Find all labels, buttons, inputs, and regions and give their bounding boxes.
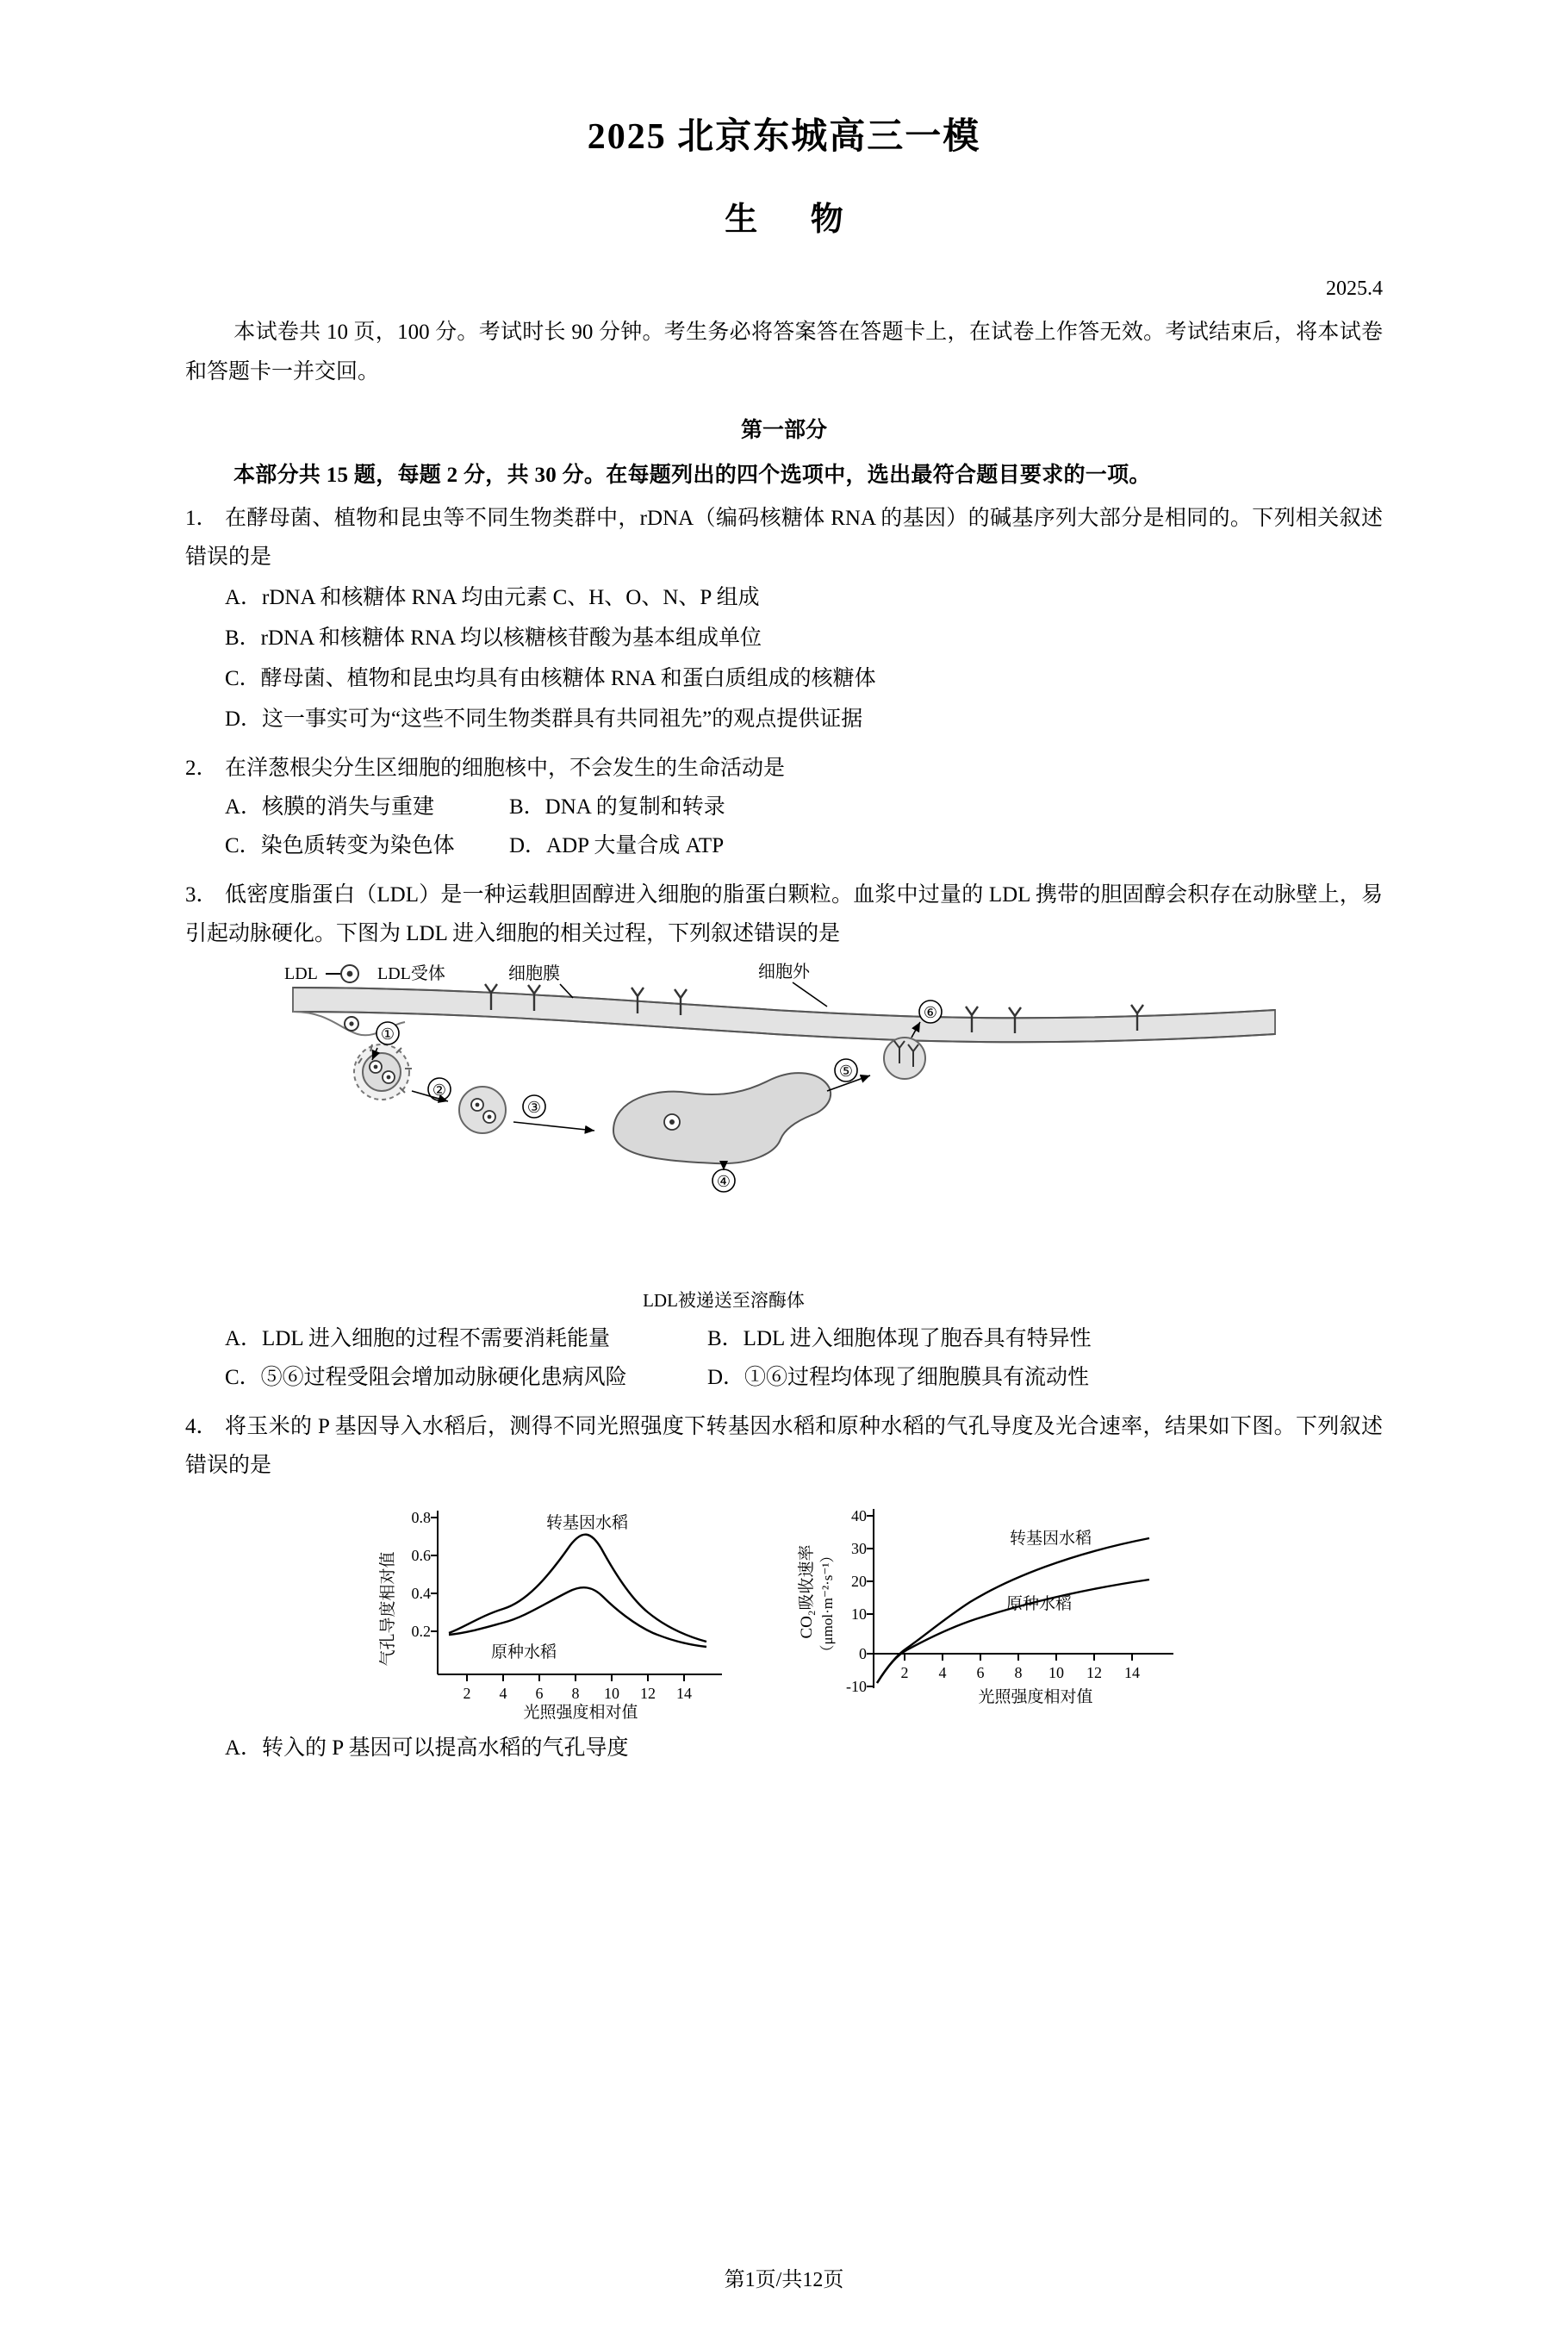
step-4-label: ④: [716, 1173, 731, 1190]
extracellular-label: 细胞外: [758, 963, 810, 982]
chart-1-ylabel: 气孔导度相对值: [379, 1551, 397, 1667]
question-3-option-d: D．①⑥过程均体现了细胞膜具有流动性: [707, 1366, 1090, 1389]
svg-text:4: 4: [499, 1685, 507, 1702]
svg-text:20: 20: [851, 1573, 867, 1590]
question-3-number: 3．: [185, 883, 218, 907]
question-1: [185, 499, 1383, 577]
instructions-text: 本试卷共 10 页，100 分。考试时长 90 分钟。考生务必将答案答在答题卡上，在试卷上作答无效。考试结束后，将本试卷和答题卡一并交回。: [185, 321, 1383, 383]
membrane-label: 细胞膜: [508, 964, 560, 983]
svg-text:10: 10: [1048, 1664, 1064, 1681]
svg-text:30: 30: [851, 1540, 867, 1557]
svg-text:0.2: 0.2: [411, 1623, 431, 1640]
svg-text:40: 40: [851, 1507, 867, 1524]
svg-text:6: 6: [535, 1685, 544, 1702]
exam-date: 2025.4: [1326, 277, 1383, 300]
chart-2-legend-transgenic: 转基因水稻: [1010, 1530, 1092, 1548]
svg-text:10: 10: [604, 1685, 619, 1702]
step-2-vesicle: [459, 1087, 506, 1133]
question-2-option-c: C．染色质转变为染色体: [225, 834, 455, 857]
question-2-number: 2．: [185, 757, 218, 780]
question-1-option-d: D．这一事实可为“这些不同生物类群具有共同祖先”的观点提供证据: [225, 707, 863, 731]
question-4-number: 4．: [185, 1415, 218, 1438]
chart-2-ylabel-unit: （μmol·m⁻²·s⁻¹）: [819, 1548, 836, 1660]
question-3-option-c: C．⑤⑥过程受阻会增加动脉硬化患病风险: [225, 1366, 627, 1389]
svg-text:4: 4: [938, 1664, 947, 1681]
step-5-label: ⑤: [838, 1063, 854, 1080]
step-2-label: ②: [432, 1081, 447, 1099]
question-2-options-row-2: [225, 826, 1383, 865]
step-1-vesicle: [354, 1044, 412, 1100]
svg-text:14: 14: [1124, 1664, 1140, 1681]
chart-1-svg: [377, 1497, 739, 1721]
question-4: [185, 1407, 1383, 1485]
question-1-option-a: A．rDNA 和核糖体 RNA 均由元素 C、H、O、N、P 组成: [225, 586, 760, 609]
endosome-shape: [613, 1073, 831, 1163]
question-1-stem: 在酵母菌、植物和昆虫等不同生物类群中，rDNA（编码核糖体 RNA 的基因）的碱基序列大部分是相同的。下列相关叙述错误的是: [185, 507, 1383, 569]
ldl-diagram-svg: [276, 962, 1292, 1281]
svg-text:10: 10: [851, 1605, 867, 1623]
page-footer: 第1页/共12页: [724, 2269, 844, 2291]
chart-1-xlabel: 光照强度相对值: [523, 1704, 638, 1721]
svg-text:2: 2: [463, 1685, 471, 1702]
question-3-option-b: B．LDL 进入细胞体现了胞吞具有特异性: [707, 1327, 1092, 1350]
chart-stomatal-conductance: [377, 1497, 739, 1725]
chart-1-legend-native: 原种水稻: [491, 1643, 557, 1661]
ldl-receptor-label: LDL受体: [377, 964, 445, 983]
question-2-options-row-1: [225, 788, 1383, 826]
chart-2-svg: [794, 1497, 1191, 1721]
svg-text:8: 8: [571, 1685, 580, 1702]
svg-text:12: 12: [1086, 1664, 1102, 1681]
question-4-charts: [185, 1497, 1383, 1725]
ldl-endocytosis-figure: [276, 962, 1292, 1312]
ldl-particle-icon: [284, 964, 358, 983]
recycling-vesicle: [884, 1038, 925, 1079]
svg-text:2: 2: [900, 1664, 909, 1681]
question-4-stem: 将玉米的 P 基因导入水稻后，测得不同光照强度下转基因水稻和原种水稻的气孔导度及光合速率，结果如下图。下列叙述错误的是: [185, 1415, 1383, 1477]
svg-text:8: 8: [1014, 1664, 1023, 1681]
question-3-options-row-2: [225, 1358, 1383, 1397]
question-3-stem: 低密度脂蛋白（LDL）是一种运载胆固醇进入细胞的脂蛋白颗粒。血浆中过量的 LDL 携带的胆固醇会积存在动脉壁上，易引起动脉硬化。下图为 LDL 进入细胞的相关过程，下列叙述错误的是: [185, 883, 1383, 945]
svg-text:0.4: 0.4: [411, 1585, 431, 1602]
question-4-option-a: A．转入的 P 基因可以提高水稻的气孔导度: [225, 1736, 629, 1760]
chart-1-series-native: [449, 1587, 706, 1647]
svg-text:LDL: LDL: [284, 964, 318, 983]
question-3-option-a: A．LDL 进入细胞的过程不需要消耗能量: [225, 1327, 610, 1350]
step-6-label: ⑥: [923, 1004, 938, 1021]
svg-text:0.8: 0.8: [411, 1509, 431, 1526]
question-3: [185, 876, 1383, 953]
svg-text:0.6: 0.6: [411, 1547, 431, 1564]
question-1-option-b: B．rDNA 和核糖体 RNA 均以核糖核苷酸为基本组成单位: [225, 626, 762, 650]
question-2-stem: 在洋葱根尖分生区细胞的细胞核中，不会发生的生命活动是: [225, 757, 786, 780]
chart-co2-uptake: [794, 1497, 1191, 1725]
question-2-option-a: A．核膜的消失与重建: [225, 795, 435, 819]
subject-title: 生 物: [725, 202, 866, 238]
chart-1-legend-transgenic: 转基因水稻: [546, 1514, 629, 1532]
step-1-label: ①: [380, 1025, 395, 1043]
question-2-option-b: B．DNA 的复制和转录: [509, 795, 725, 819]
chart-2-legend-native: 原种水稻: [1006, 1595, 1073, 1613]
question-1-option-c: C．酵母菌、植物和昆虫均具有由核糖体 RNA 和蛋白质组成的核糖体: [225, 667, 876, 690]
exam-page: [0, 108, 1568, 2325]
part-note: 本部分共 15 题，每题 2 分，共 30 分。在每题列出的四个选项中，选出最符合题目要求的一项。: [233, 464, 1151, 487]
part-heading: 第一部分: [740, 419, 827, 442]
chart-2-xlabel: 光照强度相对值: [978, 1688, 1093, 1706]
question-2-option-d: D．ADP 大量合成 ATP: [509, 834, 725, 857]
ldl-figure-caption: LDL被递送至溶酶体: [643, 1290, 805, 1311]
chart-2-ylabel-main: CO₂吸收速率: [798, 1544, 816, 1639]
svg-text:-10: -10: [846, 1678, 867, 1695]
svg-text:6: 6: [976, 1664, 985, 1681]
svg-text:12: 12: [640, 1685, 656, 1702]
page-title: 2025 北京东城高三一模: [587, 117, 981, 157]
question-3-options-row-1: [225, 1319, 1383, 1358]
step-3-label: ③: [526, 1099, 542, 1116]
svg-text:0: 0: [859, 1645, 867, 1662]
exam-instructions: [185, 313, 1383, 392]
question-2: [185, 749, 1383, 788]
svg-text:14: 14: [676, 1685, 692, 1702]
question-1-number: 1．: [185, 507, 218, 530]
